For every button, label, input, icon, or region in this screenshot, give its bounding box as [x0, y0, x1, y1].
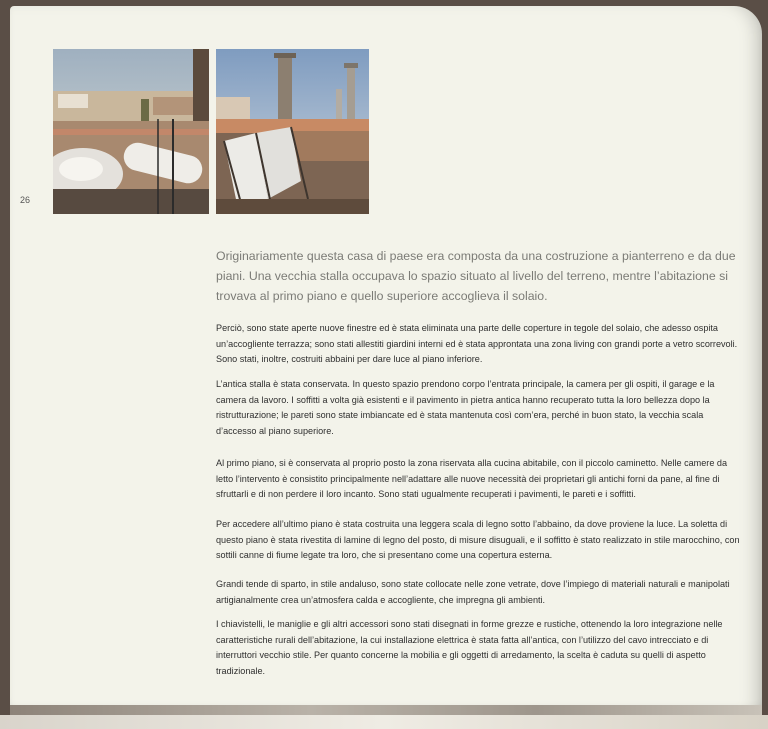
body-paragraph: Grandi tende di sparto, in stile andaluso, sono state collocate nelle zone vetrate, dove l’impiego di materiali naturali e manipolati artigianalmente crea un’atmosfera calda e accogliente, che impregna gli ambienti.	[216, 579, 730, 605]
body-paragraph: I chiavistelli, le maniglie e gli altri accessori sono stati disegnati in forme grezze e rustiche, ottenendo la loro integrazione nelle caratteristiche rurali dell’abitazione, la cui installazione elettrica è stata fatta all’antica, con l’utilizzo del cavo intrecciato e di interruttori vecchio stile. Per quanto concerne la mobilia e gli oggetti di arredamento, la scelta è caduta su quelli di aspetto tradizionale.	[216, 619, 723, 676]
terrace-rooftop-photo	[53, 49, 209, 214]
body-paragraph: Per accedere all’ultimo piano è stata costruita una leggera scala di legno sotto l’abbaino, da dove proviene la luce. La soletta di questo piano è stata rivestita di lamine di legno del posto, di misure disuguali, e il soffitto è stato realizzato in stile marocchino, con sottili canne di fiume legate tra loro, che si presentano come una copertura esterna.	[216, 519, 740, 561]
body-paragraph: L’antica stalla è stata conservata. In questo spazio prendono corpo l’entrata principale, la camera per gli ospiti, il garage e la camera da lavoro. I soffitti a volta già esistenti e il pavimento in pietra antica hanno recuperato tutta la loro bellezza dopo la ristrutturazione; le pareti sono state imbiancate ed è stata mantenuta così com’era, perché in buon stato, la vecchia scala d’accesso al piano superiore.	[216, 379, 715, 436]
deck-chairs-chimneys-photo	[216, 49, 369, 214]
page-number: 26	[20, 195, 31, 205]
background-surface	[0, 715, 768, 729]
lead-paragraph: Originariamente questa casa di paese era composta da una costruzione a pianterreno e da due piani. Una vecchia stalla occupava lo spazio situato al livello del terreno, mentre l’abitazione si trovava al primo piano e quello superiore accoglieva il solaio.	[216, 249, 736, 303]
body-paragraph: Al primo piano, si è conservata al proprio posto la zona riservata alla cucina abitabile, con il piccolo caminetto. Nelle camere da letto l’intervento è consistito principalmente nell’adattare alle nuove necessità dei proprietari gli antichi forni da pane, al fine di sfruttarli e di non perdere il loro incanto. Sono stati ugualmente recuperati i pavimenti, le pareti e i soffitti.	[216, 458, 728, 500]
body-paragraph: Perciò, sono state aperte nuove finestre ed è stata eliminata una parte delle coperture in tegole del solaio, che adesso ospita un’accogliente terrazza; sono stati allestiti giardini interni ed è stata approntata una zona living con grandi porte a vetro scorrevoli. Sono stati, inoltre, costruiti abbaini per dare luce al piano inferiore.	[216, 323, 738, 365]
